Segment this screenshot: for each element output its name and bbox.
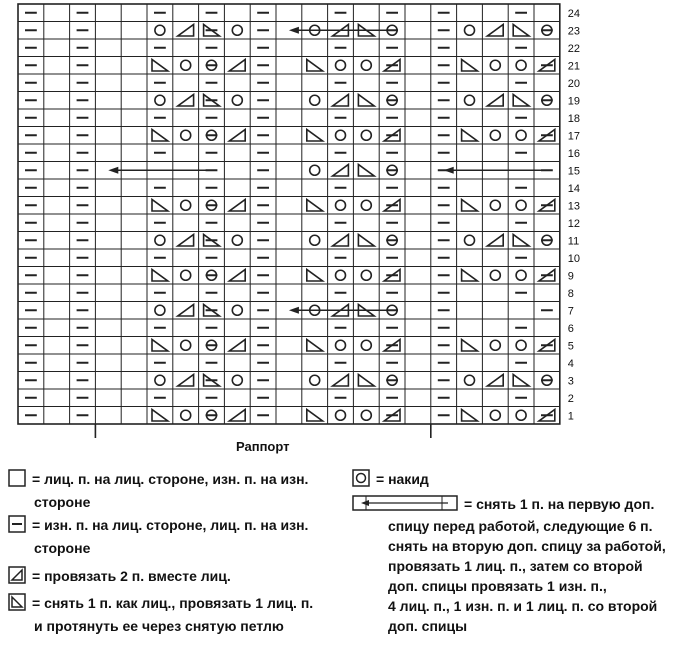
- row-number-9: 9: [567, 270, 574, 283]
- yarn-over-symbol-icon: [352, 469, 370, 492]
- chart-grid: [18, 4, 560, 424]
- row-number-5: 5: [567, 340, 574, 353]
- legend-cable-text-4: провязать 1 лиц. п., затем со второй: [388, 557, 643, 574]
- row-number-2: 2: [567, 392, 574, 405]
- legend-cable-text-1: = снять 1 п. на первую доп.: [464, 496, 655, 512]
- row-number-24: 24: [567, 7, 581, 20]
- legend-cable-text-5: доп. спицы провязать 1 изн. п.,: [388, 577, 607, 594]
- row-number-22: 22: [567, 42, 581, 55]
- legend-k2tog: [8, 566, 338, 589]
- ssk-symbol-icon: [8, 593, 26, 616]
- row-number-7: 7: [567, 305, 574, 318]
- row-number-4: 4: [567, 357, 574, 370]
- row-number-10: 10: [567, 252, 581, 265]
- legend-ssk: [8, 593, 338, 636]
- row-number-14: 14: [567, 182, 581, 195]
- legend-k2tog-text: = провязать 2 п. вместе лиц.: [32, 568, 231, 585]
- legend-ssk-text: = снять 1 п. как лиц., провязать 1 лиц. п.: [32, 595, 314, 612]
- purl-symbol-icon: [8, 515, 26, 538]
- row-numbers: [568, 8, 580, 423]
- legend-purl: [8, 515, 338, 558]
- legend-knit-text-2: стороне: [34, 494, 91, 510]
- row-number-13: 13: [567, 200, 581, 213]
- row-number-19: 19: [567, 95, 581, 108]
- rapport-marker: [95, 424, 430, 438]
- legend-knit: [8, 469, 338, 512]
- row-number-18: 18: [567, 112, 581, 125]
- legend-cable-text-3: снять на вторую доп. спицу за работой,: [388, 537, 666, 554]
- row-number-17: 17: [567, 130, 581, 143]
- row-number-12: 12: [567, 217, 581, 230]
- knit-symbol-icon: [8, 469, 26, 492]
- row-number-1: 1: [567, 410, 574, 423]
- legend-cable-text-6: 4 лиц. п., 1 изн. п. и 1 лиц. п. со второй: [388, 597, 658, 614]
- legend-yo: [352, 469, 682, 492]
- row-number-6: 6: [567, 322, 574, 335]
- row-number-3: 3: [567, 375, 574, 388]
- cable-symbol-icon: [352, 495, 458, 516]
- legend-purl-text-2: стороне: [34, 540, 91, 556]
- legend-cable-text-7: доп. спицы: [388, 617, 468, 634]
- legend-knit-text: = лиц. п. на лиц. стороне, изн. п. на изн.: [32, 471, 309, 488]
- row-number-15: 15: [567, 165, 581, 178]
- row-number-16: 16: [567, 147, 581, 160]
- k2tog-symbol-icon: [8, 566, 26, 589]
- rapport-label: Раппорт: [236, 439, 290, 454]
- legend-cable-text-2: спицу перед работой, следующие 6 п.: [388, 517, 653, 534]
- legend-purl-text: = изн. п. на лиц. стороне, лиц. п. на изн.: [32, 517, 309, 534]
- legend-cable: [352, 494, 687, 636]
- row-number-8: 8: [567, 287, 574, 300]
- row-number-21: 21: [567, 60, 581, 73]
- legend-ssk-text-2: и протянуть ее через снятую петлю: [34, 618, 284, 634]
- row-number-11: 11: [567, 235, 580, 248]
- row-number-23: 23: [567, 25, 581, 38]
- row-number-20: 20: [567, 77, 581, 90]
- legend-yo-text: = накид: [376, 471, 429, 488]
